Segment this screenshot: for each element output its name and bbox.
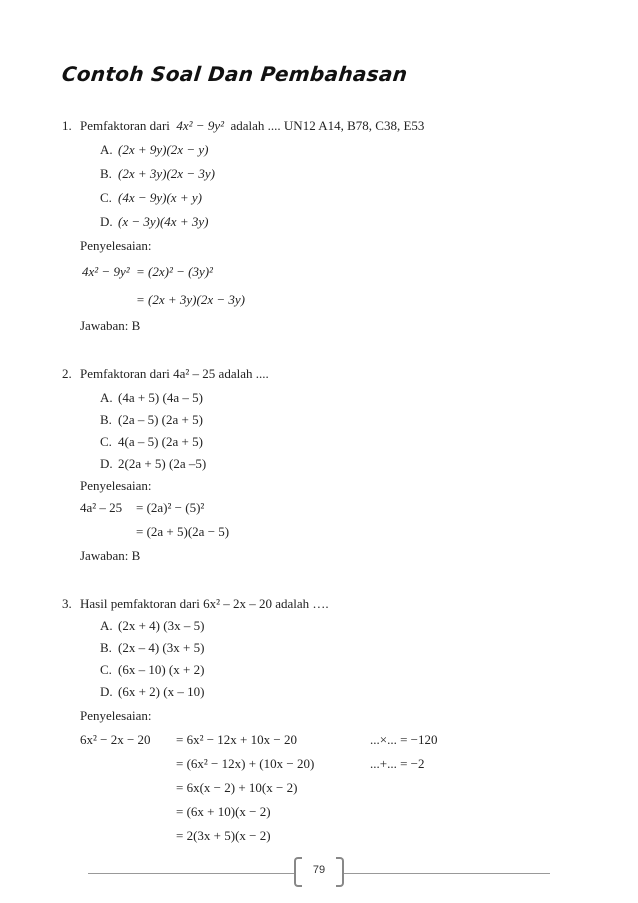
q2-option-c: C. 4(a – 5) (2a + 5) (100, 434, 203, 449)
q1-option-b: B. (2x + 3y)(2x − 3y) (100, 166, 215, 181)
q2-number: 2. (62, 366, 72, 381)
q3-penyelesaian: Penyelesaian: (80, 708, 152, 723)
q3-option-b: B. (2x – 4) (3x + 5) (100, 640, 205, 655)
q1-step1-rhs: = (2x)² − (3y)² (136, 264, 213, 279)
q1-text (80, 118, 424, 134)
q3-step-5: = 2(3x + 5)(x − 2) (176, 828, 271, 843)
q1-step1-lhs: 4x² − 9y² (82, 264, 130, 279)
q3-number: 3. (62, 596, 72, 611)
footer-rule-right (344, 873, 550, 874)
q3-option-d: D. (6x + 2) (x – 10) (100, 684, 205, 699)
footer-rule-left (88, 873, 296, 874)
page-number: 79 (312, 864, 326, 876)
q3-option-a: A. (2x + 4) (3x – 5) (100, 618, 205, 633)
q1-option-d: D. (x − 3y)(4x + 3y) (100, 214, 209, 229)
q3-lhs: 6x² − 2x − 20 (80, 732, 151, 747)
q2-step1-rhs: = (2a)² − (5)² (136, 500, 205, 515)
q1-option-a: A. (2x + 9y)(2x − y) (100, 142, 209, 157)
q3-step-1: = 6x² − 12x + 10x − 20 (176, 732, 297, 747)
q1-number: 1. (62, 118, 72, 133)
footer-bracket-right (336, 857, 344, 887)
page-title: Contoh Soal Dan Pembahasan (60, 62, 409, 86)
q3-note-sum: ...+... = −2 (370, 756, 425, 771)
q2-penyelesaian: Penyelesaian: (80, 478, 152, 493)
q2-jawaban: Jawaban: B (80, 548, 141, 563)
q2-step1-lhs: 4a² – 25 (80, 500, 123, 515)
q3-step-3: = 6x(x − 2) + 10(x − 2) (176, 780, 298, 795)
q2-step2-rhs: = (2a + 5)(2a − 5) (136, 524, 230, 539)
q3-step-4: = (6x + 10)(x − 2) (176, 804, 271, 819)
q1-jawaban: Jawaban: B (80, 318, 141, 333)
q2-option-b: B. (2a – 5) (2a + 5) (100, 412, 203, 427)
q2-option-d: D. 2(2a + 5) (2a –5) (100, 456, 207, 471)
q2-option-a: A. (4a + 5) (4a – 5) (100, 390, 203, 405)
q1-expr: 4x² − 9y² (176, 118, 224, 133)
q3-option-c: C. (6x – 10) (x + 2) (100, 662, 205, 677)
q3-note-product: ...×... = −120 (370, 732, 438, 747)
q1-option-c: C. (4x − 9y)(x + y) (100, 190, 202, 205)
footer-bracket-left (294, 857, 302, 887)
q1-tail: adalah .... UN12 A14, B78, C38, E53 (230, 118, 425, 133)
q3-step-2: = (6x² − 12x) + (10x − 20) (176, 756, 315, 771)
q2-text: Pemfaktoran dari 4a² – 25 adalah .... (80, 366, 269, 381)
q3-text: Hasil pemfaktoran dari 6x² – 2x – 20 adalah …. (80, 596, 329, 611)
q1-penyelesaian: Penyelesaian: (80, 238, 152, 253)
q1-lead: Pemfaktoran dari (80, 118, 170, 133)
q1-step2-rhs: = (2x + 3y)(2x − 3y) (136, 292, 245, 307)
